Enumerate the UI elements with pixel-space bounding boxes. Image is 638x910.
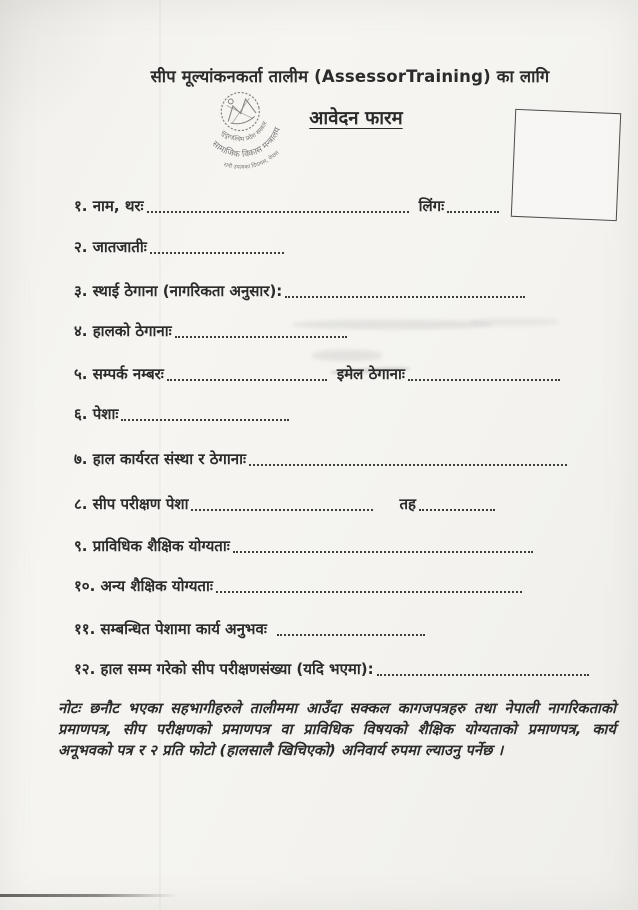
form-field-contact <box>74 365 562 384</box>
fill-in-line <box>285 294 525 298</box>
fill-in-line <box>175 334 347 338</box>
form-field-skill-test-occupation <box>74 495 497 514</box>
field-label: ७. हाल कार्यरत संस्था र ठेगानाः <box>74 450 246 468</box>
field-label: ८. सीप परीक्षण पेशा <box>74 495 189 513</box>
fill-in-line <box>408 377 560 381</box>
field-label: ५. सम्पर्क नम्बरः <box>74 365 164 383</box>
form-field-permanent-address <box>74 282 527 301</box>
form-field-technical-qualification <box>74 537 535 556</box>
form-field-other-qualification <box>74 577 524 596</box>
field-label: ४. हालको ठेगानाः <box>74 322 172 340</box>
fill-in-line <box>447 209 499 213</box>
fill-in-line <box>121 417 289 421</box>
form-field-occupation <box>74 405 291 424</box>
fill-in-line <box>249 462 567 466</box>
form-field-current-address <box>74 322 349 341</box>
field-label-gender: लिंगः <box>418 197 445 215</box>
form-title: आवेदन फारम <box>309 108 403 129</box>
fill-in-line <box>277 632 425 636</box>
stamp-arc-1: सुदूरपश्चिम प्रदेश सरकार <box>219 120 269 144</box>
fill-in-line <box>167 377 327 381</box>
stamp-arc-3: रानी उपत्यका दिपायल, नेपाल <box>222 150 281 171</box>
stamp-arc-2: सामाजिक विकास मन्त्रालय <box>209 126 284 160</box>
field-label: ११. सम्बन्धित पेशामा कार्य अनुभवः <box>74 620 267 638</box>
document-title: सीप मूल्यांकनकर्ता तालीम (AssessorTraining) का लागि <box>150 67 550 86</box>
field-label: १०. अन्य शैक्षिक योग्यताः <box>74 577 213 595</box>
scan-edge-artifact <box>0 894 178 897</box>
fill-in-line <box>233 549 533 553</box>
form-field-name <box>74 197 501 216</box>
field-label: २. जातजातीः <box>74 238 147 256</box>
field-label: ९. प्राविधिक शैक्षिक योग्यताः <box>74 537 230 555</box>
fill-in-line <box>216 589 522 593</box>
field-label: ३. स्थाई ठेगाना (नागरिकता अनुसार): <box>74 282 283 300</box>
fill-in-line <box>419 507 495 511</box>
scan-smudge <box>312 350 382 361</box>
scan-smudge <box>470 318 560 326</box>
field-label-level: तह <box>399 495 416 513</box>
field-label: १२. हाल सम्म गरेको सीप परीक्षणसंख्या (यदि भएमा): <box>74 660 374 678</box>
field-label: ६. पेशाः <box>74 405 119 423</box>
fill-in-line <box>191 507 373 511</box>
photo-box <box>511 109 621 221</box>
government-stamp-icon <box>181 88 321 196</box>
fill-in-line <box>147 209 409 213</box>
fill-in-line <box>150 250 284 254</box>
field-label: १. नाम, थरः <box>74 197 144 215</box>
form-field-work-experience <box>74 620 427 639</box>
note-text: नोटः छनौट भएका सहभागीहरुले तालीममा आउँदा सक्कल कागजपत्रहरु तथा नेपाली नागरिकताको प्रमाणपत्र, सीप परीक्षणको प्रमाणपत्र वा प्राविधिक विषयको शैक्षिक योग्यताको प्रमाणपत्र, कार्य अनूभवको पत्र र २ प्रति फोटो (हालसालै खिचिएको) अनिवार्य रुपमा ल्याउनु पर्नेछ । <box>58 700 616 760</box>
form-field-current-organization <box>74 450 569 469</box>
svg-text:सामाजिक विकास मन्त्रालय <box>208 123 288 167</box>
form-field-ethnicity <box>74 238 286 257</box>
form-field-skill-test-count <box>74 660 591 679</box>
field-label-email: इमेल ठेगानाः <box>336 365 405 383</box>
fill-in-line <box>377 672 589 676</box>
